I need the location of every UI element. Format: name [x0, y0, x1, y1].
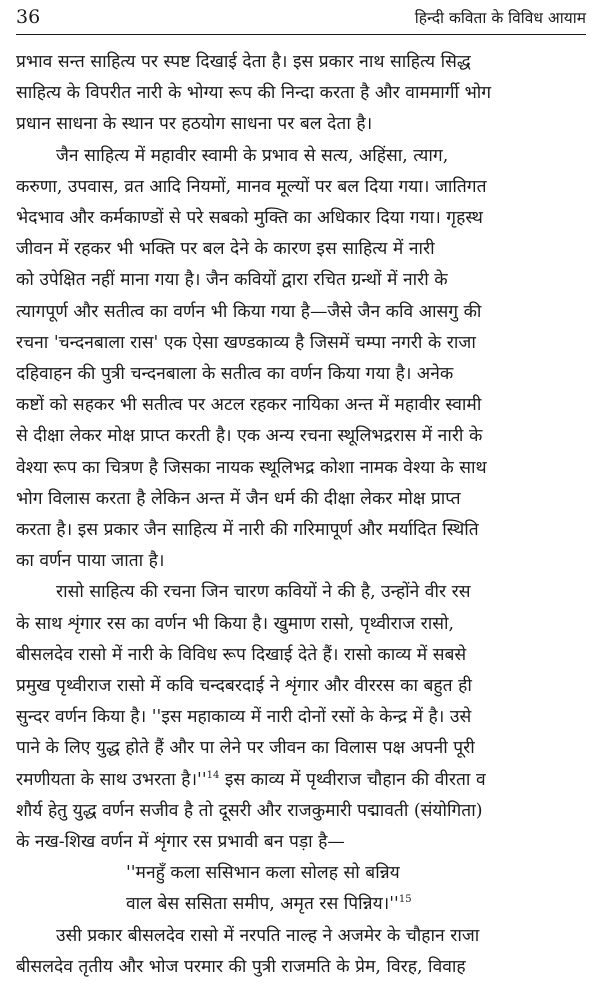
verse-quote	[16, 858, 586, 920]
footnote-marker-14: 14	[206, 769, 220, 781]
paragraph-2	[16, 141, 586, 578]
text-line: दहिवाहन की पुत्री चन्दनबाला के सतीत्व का वर्णन किया गया है। अनेक	[16, 364, 454, 385]
text-line: पाने के लिए युद्ध होते हैं और पा लेने पर जीवन का विलास पक्ष अपनी पूरी	[16, 738, 475, 759]
book-title: हिन्दी कविता के विविध आयाम	[414, 9, 586, 27]
text-line: का वर्णन पाया जाता है।	[16, 551, 165, 572]
text-line: करुणा, उपवास, व्रत आदि नियमों, मानव मूल्यों पर बल दिया गया। जातिगत	[16, 176, 487, 197]
text-line: जैन साहित्य में महावीर स्वामी के प्रभाव से सत्य, अहिंसा, त्याग,	[56, 145, 449, 166]
text-line: कष्टों को सहकर भी सतीत्व पर अटल रहकर नायिका अन्त में महावीर स्वामी	[16, 395, 482, 416]
text-line: सुन्दर वर्णन किया है। ''इस महाकाव्य में नारी दोनों रसों के केन्द्र में है। उसे	[16, 707, 472, 728]
body-text	[16, 47, 586, 983]
text-line: को उपेक्षित नहीं माना गया है। जैन कवियों द्वारा रचित ग्रन्थों में नारी के	[16, 270, 448, 291]
quote-end-text: रमणीयता के साथ उभरता है।''	[16, 769, 207, 790]
text-line: प्रमुख पृथ्वीराज रासो में कवि चन्दबरदाई ने शृंगार और वीररस का बहुत ही	[16, 676, 472, 697]
quote-line	[16, 765, 586, 796]
text-line: उसी प्रकार बीसलदेव रासो में नरपति नाल्ह ने अजमेर के चौहान राजा	[56, 925, 480, 946]
paragraph-3	[16, 577, 586, 858]
text-line: शौर्य हेतु युद्ध वर्णन सजीव है तो दूसरी और राजकुमारी पद्मावती (संयोगिता)	[16, 800, 483, 821]
text-line: प्रभाव सन्त साहित्य पर स्पष्ट दिखाई देता है। इस प्रकार नाथ साहित्य सिद्ध	[16, 52, 471, 72]
verse-line-2-text: वाल बेस ससिता समीप, अमृत रस पिन्निय।''	[126, 894, 399, 915]
paragraph-4	[16, 921, 586, 983]
text-line: जीवन में रहकर भी भक्ति पर बल देने के कारण इस साहित्य में नारी	[16, 239, 435, 260]
text-line: रासो साहित्य की रचना जिन चारण कवियों ने की है, उन्होंने वीर रस	[56, 582, 471, 603]
verse-line-1: ''मनहुँ कला ससिभान कला सोलह सो बन्निय	[126, 863, 400, 884]
paragraph-1	[16, 47, 586, 141]
page-number: 36	[16, 6, 41, 28]
text-line: प्रधान साधना के स्थान पर हठयोग साधना पर बल देता है।	[16, 114, 373, 135]
text-line: बीसलदेव तृतीय और भोज परमार की पुत्री राजमति के प्रेम, विरह, विवाह	[16, 956, 466, 977]
text-line: भेदभाव और कर्मकाण्डों से परे सबको मुक्ति का अधिकार दिया गया। गृहस्थ	[16, 208, 483, 229]
running-header	[16, 4, 586, 35]
text-line: साहित्य के विपरीत नारी के भोग्या रूप की निन्दा करता है और वाममार्गी भोग	[16, 83, 492, 104]
text-line: करता है। इस प्रकार जैन साहित्य में नारी की गरिमापूर्ण और मर्यादित स्थिति	[16, 520, 479, 541]
text-line: भोग विलास करता है लेकिन अन्त में जैन धर्म की दीक्षा लेकर मोक्ष प्राप्त	[16, 488, 461, 509]
verse-line-2	[126, 889, 586, 920]
footnote-marker-15: 15	[398, 894, 412, 906]
text-line: के साथ शृंगार रस का वर्णन भी किया है। खुमाण रासो, पृथ्वीराज रासो,	[16, 613, 455, 634]
quote-continuation: इस काव्य में पृथ्वीराज चौहान की वीरता व	[219, 769, 486, 790]
text-line: त्यागपूर्ण और सतीत्व का वर्णन भी किया गया है—जैसे जैन कवि आसगु की	[16, 301, 482, 322]
text-line: के नख-शिख वर्णन में शृंगार रस प्रभावी बन पड़ा है—	[16, 832, 345, 853]
text-line: रचना 'चन्दनबाला रास' एक ऐसा खण्डकाव्य है जिसमें चम्पा नगरी के राजा	[16, 332, 476, 353]
text-line: बीसलदेव रासो में नारी के विविध रूप दिखाई देते हैं। रासो काव्य में सबसे	[16, 644, 467, 665]
text-line: वेश्या रूप का चित्रण है जिसका नायक स्थूलिभद्र कोशा नामक वेश्या के साथ	[16, 457, 487, 478]
text-line: से दीक्षा लेकर मोक्ष प्राप्त करती है। एक अन्य रचना स्थूलिभद्ररास में नारी के	[16, 426, 483, 447]
